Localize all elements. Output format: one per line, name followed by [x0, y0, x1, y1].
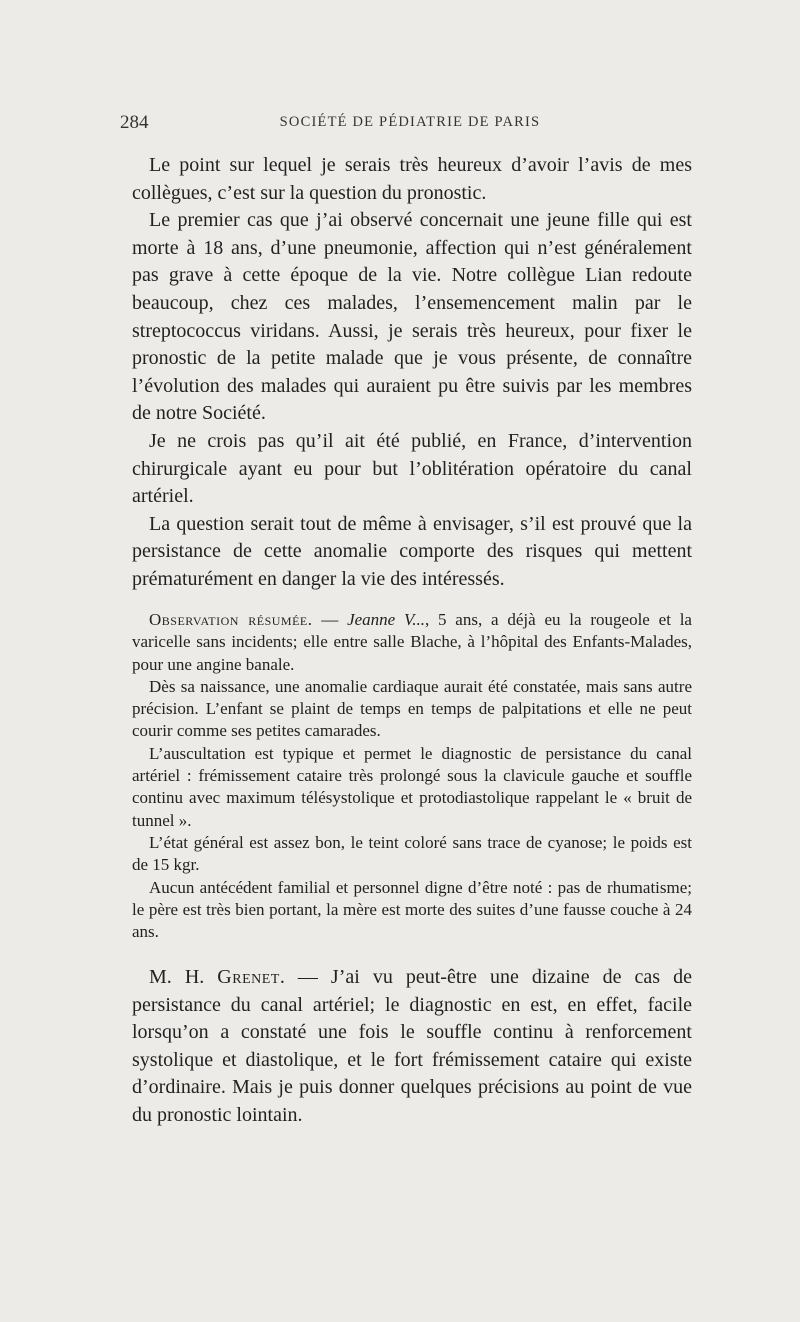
reply-section	[132, 964, 692, 1130]
observation-paragraph: L’auscultation est typique et permet le diagnostic de persistance du canal artériel : frémissement cataire très prolongé sous la clavicule gauche et souffle continu avec maximum télésystolique et protodiastolique rappelant le « bruit de tunnel ».	[132, 743, 692, 830]
page-number: 284	[120, 112, 149, 133]
observation-section	[132, 609, 692, 943]
intro-section	[132, 152, 692, 594]
speaker-separator: . —	[279, 966, 331, 988]
intro-paragraph: Le point sur lequel je serais très heureux d’avoir l’avis de mes collègues, c’est sur la question du pronostic.	[132, 154, 692, 204]
intro-paragraph: Je ne crois pas qu’il ait été publié, en France, d’intervention chirurgicale ayant eu pour but l’oblitération opératoire du canal artériel.	[132, 429, 692, 508]
observation-lead-paragraph	[132, 609, 692, 676]
intro-paragraph: Le premier cas que j’ai observé concernait une jeune fille qui est morte à 18 ans, d’une pneumonie, affection qui n’est généralement pas grave à cette époque de la vie. Notre collègue Lian redoute beaucoup, chez ces malades, l’ensemencement malin par le streptococcus viridans. Aussi, je serais très heureux, pour fixer le pronostic de la petite malade que je vous présente, de connaître l’évolution des malades qui auraient pu être suivis par les membres de notre Société.	[132, 209, 692, 425]
speaker-prefix: M. H.	[149, 966, 218, 988]
observation-paragraph: Aucun antécédent familial et personnel digne d’être noté : pas de rhumatisme; le père est très bien portant, la mère est morte des suites d’une fausse couche à 24 ans.	[132, 877, 692, 942]
observation-dash: —	[312, 610, 348, 629]
observation-lead-text: , 5 ans, a déjà eu la rougeole et la varicelle sans incidents; elle entre salle Blache, à l’hôpital des Enfants-Malades, pour une angine banale.	[132, 610, 692, 674]
speaker-name: Grenet	[217, 966, 280, 988]
observation-heading: Observation résumée.	[149, 610, 313, 629]
reply-paragraph	[132, 964, 692, 1130]
patient-name: Jeanne V...	[347, 610, 425, 629]
running-title: SOCIÉTÉ DE PÉDIATRIE DE PARIS	[279, 114, 541, 130]
reply-text: J’ai vu peut-être une dizaine de cas de persistance du canal artériel; le diagnostic en est, en effet, facile lorsqu’on a constaté une fois le souffle continu à renforcement systolique et diastolique, et le fort frémissement cataire qui existe d’ordinaire. Mais je puis donner quelques précisions au point de vue du pronostic lointain.	[132, 966, 693, 1126]
observation-paragraph: Dès sa naissance, une anomalie cardiaque aurait été constatée, mais sans autre précision. L’enfant se plaint de temps en temps de palpitations et elle ne peut courir comme ses petites camarades.	[132, 676, 692, 741]
observation-paragraph: L’état général est assez bon, le teint coloré sans trace de cyanose; le poids est de 15 kgr.	[132, 832, 692, 875]
intro-paragraph: La question serait tout de même à envisager, s’il est prouvé que la persistance de cette anomalie comporte des risques qui mettent prématurément en danger la vie des intéressés.	[132, 512, 692, 590]
